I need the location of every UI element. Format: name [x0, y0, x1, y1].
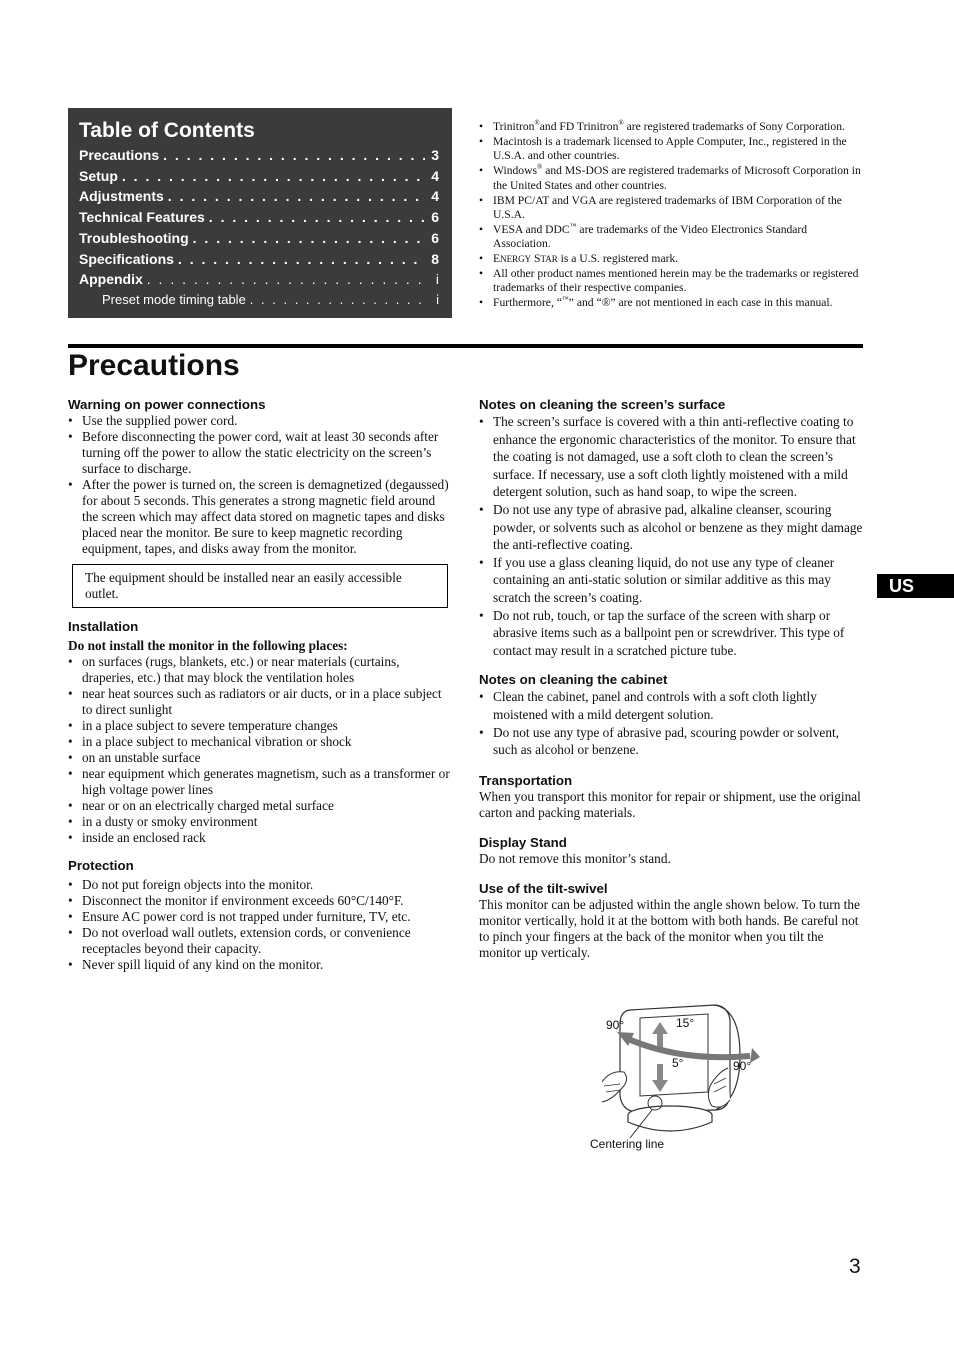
list-item: • on an unstable surface: [68, 750, 454, 766]
cabinet-cleaning-list: [479, 688, 865, 758]
trademark-notices: [479, 120, 865, 311]
list-item: • If you use a glass cleaning liquid, do not use any type of cleaner containing an anti-static solution or similar additive as this may scratch the screen’s coating.: [479, 554, 865, 607]
list-item: • Before disconnecting the power cord, wait at least 30 seconds after turning off the power to allow the static electricity on the screen’s surface to discharge.: [68, 429, 454, 477]
down-tilt-angle: 5°: [672, 1056, 684, 1070]
list-item: • Clean the cabinet, panel and controls with a soft cloth lightly moistened with a mild detergent solution.: [479, 688, 865, 723]
list-item: • Disconnect the monitor if environment exceeds 60°C/140°F.: [68, 893, 454, 909]
trademark-item: • All other product names mentioned herein may be the trademarks or registered trademarks of their respective companies.: [479, 267, 865, 296]
trademark-item: • Macintosh is a trademark licensed to Apple Computer, Inc., registered in the U.S.A. and other countries.: [479, 135, 865, 164]
protection-list: [68, 877, 454, 973]
language-tab-us: US: [877, 574, 954, 598]
list-item: • in a dusty or smoky environment: [68, 814, 454, 830]
list-item: • The screen’s surface is covered with a thin anti-reflective coating to enhance the ergonomic characteristics of the monitor. To ensure that the coating is not damaged, use a soft cloth to clean the screen’s surface. If necessary, use a soft cloth lightly moistened with a mild detergent solution, such as hand soap, to wipe the screen.: [479, 413, 865, 501]
left-swivel-angle: 90°: [606, 1018, 625, 1032]
trademark-item: • Windows® and MS-DOS are registered trademarks of Microsoft Corporation in the United States and other countries.: [479, 164, 865, 193]
up-tilt-angle: 15°: [676, 1016, 695, 1030]
page-title: Precautions: [68, 349, 240, 382]
screen-cleaning-list: [479, 413, 865, 659]
list-item: • Do not overload wall outlets, extension cords, or convenience receptacles beyond their capacity.: [68, 925, 454, 957]
installation-list: [68, 654, 454, 846]
toc-entry-troubleshooting[interactable]: Troubleshooting . . . 6: [79, 228, 439, 249]
installation-subheading: Do not install the monitor in the following places:: [68, 638, 348, 653]
list-item: • Ensure AC power cord is not trapped under furniture, TV, etc.: [68, 909, 454, 925]
table-of-contents: [68, 108, 452, 318]
list-item: • near equipment which generates magnetism, such as a transformer or high voltage power lines: [68, 766, 454, 798]
toc-entry-precautions[interactable]: Precautions . . . 3: [79, 145, 439, 166]
heading-installation: Installation: [68, 619, 139, 634]
toc-title: Table of Contents: [79, 119, 255, 142]
trademark-item: • Trinitron®and FD Trinitron® are registered trademarks of Sony Corporation.: [479, 120, 865, 134]
list-item: • in a place subject to mechanical vibration or shock: [68, 734, 454, 750]
list-item: • inside an enclosed rack: [68, 830, 454, 846]
right-swivel-angle: 90°: [733, 1059, 752, 1073]
trademark-item: • IBM PC/AT and VGA are registered trademarks of IBM Corporation of the U.S.A.: [479, 194, 865, 223]
toc-entry-adjustments[interactable]: Adjustments . . . 4: [79, 186, 439, 207]
centering-line-caption: Centering line: [590, 1137, 665, 1151]
toc-entry-appendix[interactable]: Appendix . . . i: [79, 269, 439, 290]
list-item: • in a place subject to severe temperature changes: [68, 718, 454, 734]
heading-tilt-swivel: Use of the tilt-swivel: [479, 880, 608, 896]
tilt-swivel-illustration: [590, 1000, 770, 1160]
heading-cabinet-cleaning: Notes on cleaning the cabinet: [479, 672, 668, 688]
list-item: • Do not use any type of abrasive pad, scouring powder or solvent, such as alcohol or benzene.: [479, 724, 865, 759]
heading-display-stand: Display Stand: [479, 834, 567, 850]
right-column: [479, 396, 865, 961]
list-item: • near or on an electrically charged metal surface: [68, 798, 454, 814]
toc-entry-preset-mode-timing-table[interactable]: Preset mode timing table . . . i: [79, 290, 439, 311]
list-item: • After the power is turned on, the screen is demagnetized (degaussed) for about 5 seconds. This generates a strong magnetic field around the screen which may affect data stored on magnetic tapes and disks placed near the monitor. Be sure to keep magnetic recording equipment, tapes, and disks away from the monitor.: [68, 477, 454, 557]
outlet-notice-box: The equipment should be installed near an easily accessible outlet.: [72, 564, 448, 608]
toc-entry-technical-features[interactable]: Technical Features . . . 6: [79, 207, 439, 228]
heading-power-connections: Warning on power connections: [68, 397, 266, 412]
display-stand-text: Do not remove this monitor’s stand.: [479, 850, 671, 866]
toc-entry-specifications[interactable]: Specifications . . . 8: [79, 249, 439, 270]
trademark-item: • ENERGY STAR is a U.S. registered mark.: [479, 252, 865, 266]
list-item: • on surfaces (rugs, blankets, etc.) or near materials (curtains, draperies, etc.) that may block the ventilation holes: [68, 654, 454, 686]
trademark-item: • VESA and DDC™ are trademarks of the Video Electronics Standard Association.: [479, 223, 865, 252]
transportation-text: When you transport this monitor for repair or shipment, use the original carton and packing materials.: [479, 788, 861, 820]
list-item: • near heat sources such as radiators or air ducts, or in a place subject to direct sunlight: [68, 686, 454, 718]
list-item: • Do not use any type of abrasive pad, alkaline cleanser, scouring powder, or solvents such as alcohol or benzene as they might damage the anti-reflective coating.: [479, 501, 865, 554]
list-item: • Never spill liquid of any kind on the monitor.: [68, 957, 454, 973]
power-list: [68, 413, 454, 557]
heading-screen-cleaning: Notes on cleaning the screen’s surface: [479, 397, 726, 412]
list-item: • Do not rub, touch, or tap the surface of the screen with sharp or abrasive items such as a ballpoint pen or screwdriver. This type of contact may result in a scratched picture tube.: [479, 607, 865, 660]
tilt-swivel-text: This monitor can be adjusted within the angle shown below. To turn the monitor vertically, hold it at the bottom with both hands. Be careful not to pinch your fingers at the back of the monitor when you tilt the monitor up verticaly.: [479, 896, 860, 960]
toc-entry-setup[interactable]: Setup . . . 4: [79, 166, 439, 187]
trademark-item: • Furthermore, “™” and “®” are not mentioned in each case in this manual.: [479, 296, 865, 310]
list-item: • Do not put foreign objects into the monitor.: [68, 877, 454, 893]
page-number: 3: [849, 1255, 861, 1278]
left-column: [68, 396, 454, 973]
list-item: • Use the supplied power cord.: [68, 413, 454, 429]
heading-protection: Protection: [68, 858, 134, 873]
heading-transportation: Transportation: [479, 772, 573, 788]
